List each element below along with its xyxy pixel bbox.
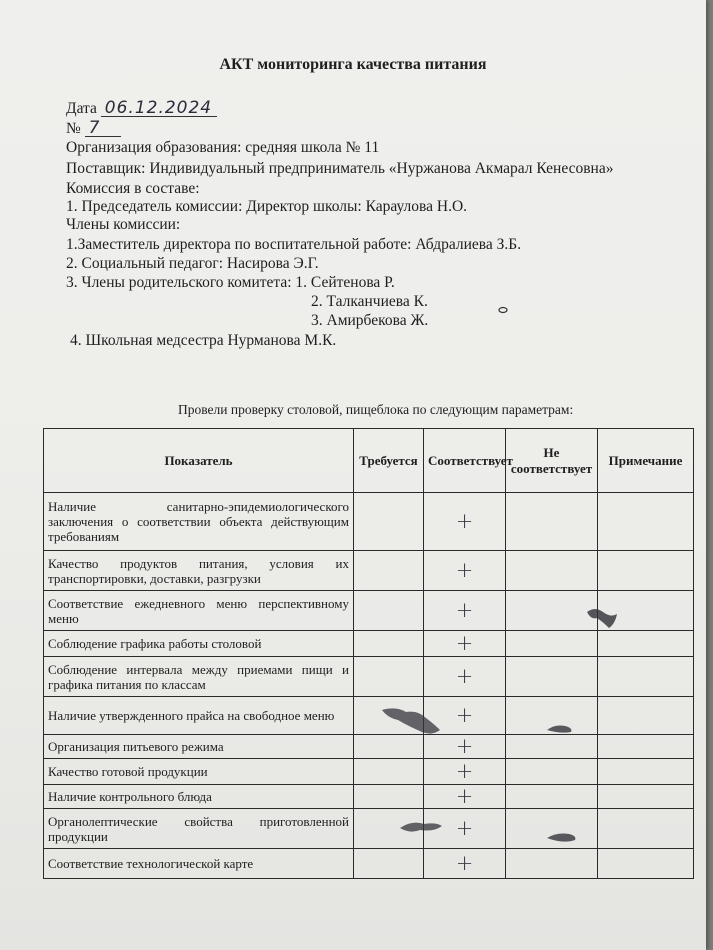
header-indicator: Показатель (44, 429, 354, 493)
number-line (66, 120, 121, 138)
handwritten-plus-mark: + (455, 758, 474, 783)
ink-smudge (585, 604, 625, 634)
row-matches (424, 591, 506, 631)
row-required (354, 631, 424, 657)
row-indicator: Наличие контрольного блюда (44, 785, 354, 809)
date-label: Дата (66, 100, 97, 117)
table-row (44, 785, 694, 809)
row-note (598, 849, 694, 879)
header-not-matches: Не соответствует (506, 429, 598, 493)
row-required (354, 759, 424, 785)
table-row (44, 759, 694, 785)
supplier-line: Поставщик: Индивидуальный предприниматель «Нуржанова Акмарал Кенесовна» (66, 160, 614, 177)
row-indicator: Соблюдение интервала между приемами пищи и графика питания по классам (44, 657, 354, 697)
row-not-matches (506, 657, 598, 697)
row-matches (424, 657, 506, 697)
header-matches: Соответствует (424, 429, 506, 493)
row-indicator: Наличие санитарно-эпидемиологического заключения о соответствии объекта действующим требованиям (44, 493, 354, 551)
row-not-matches (506, 493, 598, 551)
members-label: Члены комиссии: (66, 216, 181, 233)
row-note (598, 759, 694, 785)
handwritten-plus-mark: + (455, 815, 474, 840)
row-required (354, 551, 424, 591)
parameters-table (43, 428, 694, 879)
number-label: № (66, 120, 81, 137)
document-title: АКТ мониторинга качества питания (219, 56, 487, 73)
table-row (44, 809, 694, 849)
row-note (598, 697, 694, 735)
row-matches (424, 493, 506, 551)
row-required (354, 493, 424, 551)
date-line (66, 100, 217, 118)
member-1-line: 1.Заместитель директора по воспитательной работе: Абдралиева З.Б. (66, 236, 522, 253)
chairman-line: 1. Председатель комиссии: Директор школы: Караулова Н.О. (66, 198, 468, 215)
member-3-2-line: 2. Талканчиева К. (311, 293, 428, 310)
member-3-3-line: 3. Амирбекова Ж. (311, 312, 429, 329)
handwritten-plus-mark: + (455, 597, 474, 622)
ink-smudge (497, 306, 509, 314)
table-row (44, 697, 694, 735)
row-note (598, 785, 694, 809)
row-indicator: Соответствие ежедневного меню перспективному меню (44, 591, 354, 631)
row-not-matches (506, 551, 598, 591)
row-matches (424, 551, 506, 591)
member-2-line: 2. Социальный педагог: Насирова Э.Г. (66, 255, 319, 272)
table-row (44, 849, 694, 879)
row-not-matches (506, 631, 598, 657)
check-intro: Провели проверку столовой, пищеблока по следующим параметрам: (178, 402, 574, 417)
row-not-matches (506, 759, 598, 785)
row-indicator: Качество готовой продукции (44, 759, 354, 785)
row-required (354, 849, 424, 879)
row-not-matches (506, 591, 598, 631)
row-note (598, 493, 694, 551)
handwritten-plus-mark: + (455, 508, 474, 533)
date-handwritten: 06.12.2024 (101, 100, 217, 117)
organization-line: Организация образования: средняя школа № 11 (66, 139, 380, 156)
header-note: Примечание (598, 429, 694, 493)
handwritten-plus-mark: + (455, 702, 474, 727)
handwritten-plus-mark: + (455, 850, 474, 875)
handwritten-plus-mark: + (455, 783, 474, 808)
table-row (44, 735, 694, 759)
handwritten-plus-mark: + (455, 557, 474, 582)
row-matches (424, 759, 506, 785)
row-indicator: Соблюдение графика работы столовой (44, 631, 354, 657)
row-required (354, 785, 424, 809)
table-row (44, 657, 694, 697)
row-note (598, 551, 694, 591)
handwritten-plus-mark: + (455, 663, 474, 688)
number-handwritten: 7 (85, 120, 121, 137)
row-indicator: Органолептические свойства приготовленной продукции (44, 809, 354, 849)
row-note (598, 809, 694, 849)
row-matches (424, 785, 506, 809)
ink-smudge (545, 830, 579, 846)
handwritten-plus-mark: + (455, 733, 474, 758)
row-indicator: Соответствие технологической карте (44, 849, 354, 879)
row-not-matches (506, 735, 598, 759)
row-required (354, 591, 424, 631)
row-matches (424, 849, 506, 879)
row-required (354, 657, 424, 697)
row-note (598, 631, 694, 657)
row-indicator: Организация питьевого режима (44, 735, 354, 759)
row-not-matches (506, 785, 598, 809)
row-note (598, 735, 694, 759)
handwritten-plus-mark: + (455, 630, 474, 655)
row-indicator: Качество продуктов питания, условия их транспортировки, доставки, разгрузки (44, 551, 354, 591)
row-matches (424, 631, 506, 657)
commission-intro: Комиссия в составе: (66, 180, 200, 197)
header-required: Требуется (354, 429, 424, 493)
ink-smudge (545, 722, 575, 736)
table-row (44, 631, 694, 657)
table-row (44, 493, 694, 551)
row-indicator: Наличие утвержденного прайса на свободное меню (44, 697, 354, 735)
row-note (598, 657, 694, 697)
ink-smudge (378, 704, 448, 744)
table-row (44, 551, 694, 591)
row-not-matches (506, 849, 598, 879)
ink-smudge (398, 818, 444, 836)
table-header-row (44, 429, 694, 493)
member-3-line: 3. Члены родительского комитета: 1. Сейтенова Р. (66, 274, 395, 291)
member-4-line: 4. Школьная медсестра Нурманова М.К. (70, 332, 337, 349)
